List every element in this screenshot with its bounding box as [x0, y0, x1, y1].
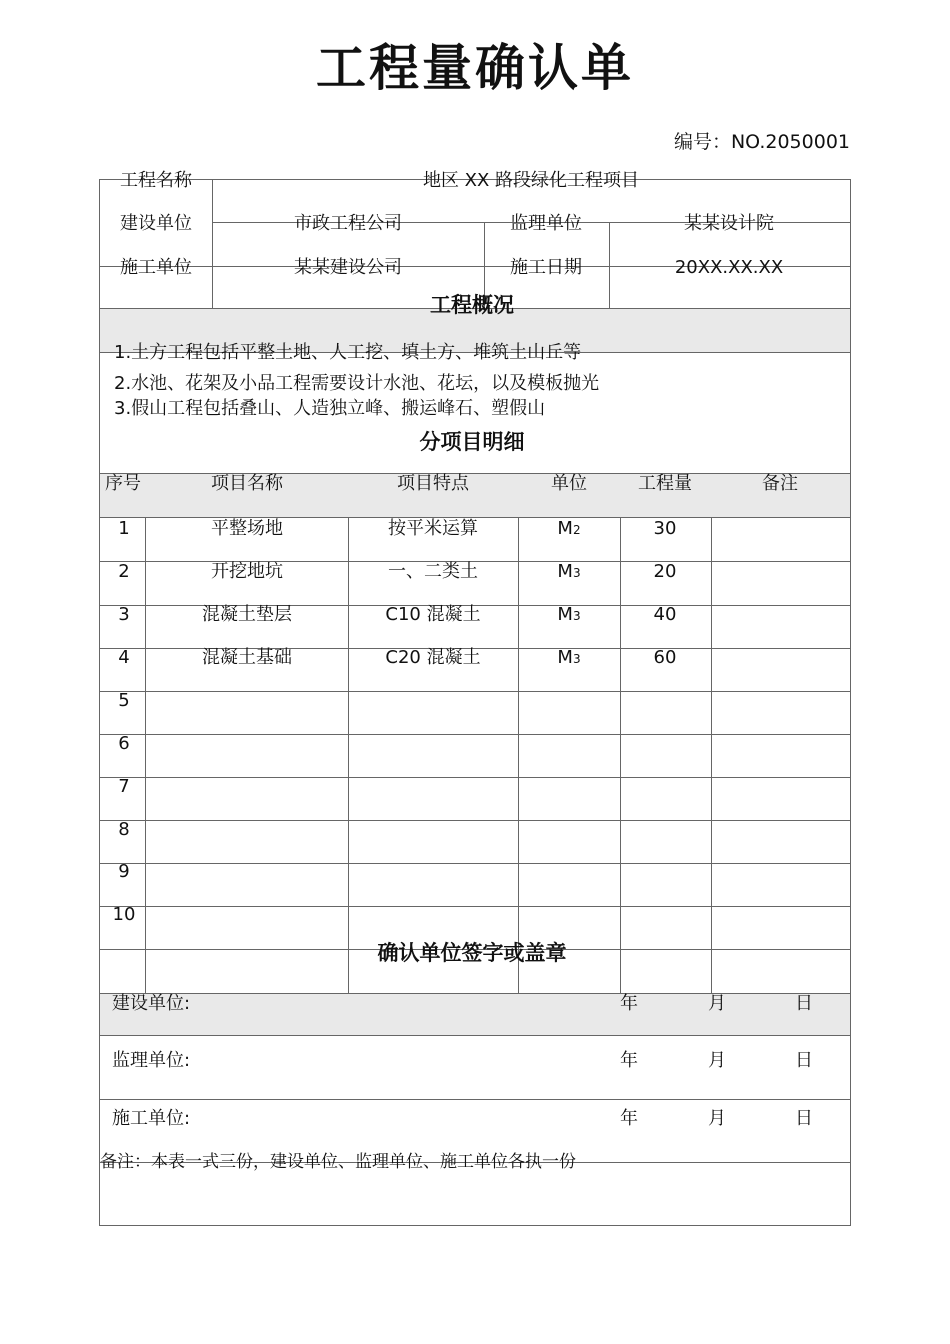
- rule: [711, 517, 712, 993]
- item-name: 混凝土基础: [202, 647, 292, 668]
- item-quantity: 20: [653, 561, 677, 582]
- item-unit: [557, 604, 580, 627]
- overview-heading: 工程概况: [430, 293, 514, 317]
- item-quantity: 60: [653, 647, 677, 668]
- month-label: 月: [708, 1050, 726, 1071]
- row-number: 10: [112, 904, 136, 925]
- rule: [348, 517, 349, 993]
- rule: [609, 222, 610, 308]
- item-quantity: 30: [653, 518, 677, 539]
- supervisor-label: 监理单位: [510, 213, 582, 234]
- items-heading: 分项目明细: [419, 430, 525, 454]
- item-feature: C10 混凝土: [385, 604, 481, 625]
- row-number: 3: [118, 604, 130, 625]
- project-name-value: 地区 XX 路段绿化工程项目: [422, 170, 640, 191]
- page-title: 工程量确认单: [316, 39, 634, 97]
- item-name: 混凝土垫层: [202, 604, 292, 625]
- column-header-unit: 单位: [551, 473, 587, 494]
- unit-superscript: 3: [572, 652, 581, 666]
- date-value: 20XX.XX.XX: [674, 257, 784, 278]
- rule: [99, 993, 851, 994]
- confirm-heading: 确认单位签字或盖章: [377, 941, 567, 965]
- item-feature: 按平米运算: [388, 518, 478, 539]
- year-label: 年: [620, 1108, 638, 1129]
- contractor-label: 施工单位: [120, 257, 192, 278]
- month-label: 月: [708, 993, 726, 1014]
- row-number: 7: [118, 776, 130, 797]
- rule: [620, 517, 621, 993]
- rule: [99, 1099, 851, 1100]
- rule: [99, 863, 851, 864]
- rule: [99, 1035, 851, 1036]
- overview-line: 1.土方工程包括平整土地、人工挖、填土方、堆筑土山丘等: [114, 342, 582, 363]
- row-number: 4: [118, 647, 130, 668]
- footnote: 备注：本表一式三份，建设单位、监理单位、施工单位各执一份: [100, 1152, 576, 1172]
- item-unit: [557, 561, 580, 584]
- overview-line: 2.水池、花架及小品工程需要设计水池、花坛，以及模板抛光: [114, 373, 600, 394]
- unit-superscript: 3: [572, 609, 581, 623]
- row-number: 8: [118, 819, 130, 840]
- project-name-label: 工程名称: [120, 170, 192, 191]
- supervisor-sign-label: 监理单位:: [112, 1050, 191, 1071]
- item-feature: 一、二类土: [388, 561, 478, 582]
- rule: [99, 906, 851, 907]
- item-unit: [557, 518, 580, 541]
- unit-superscript: 2: [572, 523, 581, 537]
- item-feature: C20 混凝土: [385, 647, 481, 668]
- year-label: 年: [620, 993, 638, 1014]
- unit-base: M: [557, 518, 573, 539]
- row-number: 5: [118, 690, 130, 711]
- row-number: 6: [118, 733, 130, 754]
- column-header-qty: 工程量: [638, 473, 692, 494]
- date-label: 施工日期: [510, 257, 582, 278]
- row-number: 1: [118, 518, 130, 539]
- owner-value: 市政工程公司: [294, 213, 402, 234]
- column-header-feature: 项目特点: [397, 473, 469, 494]
- owner-label: 建设单位: [120, 213, 192, 234]
- rule: [99, 777, 851, 778]
- document-number: 编号：NO.2050001: [673, 131, 850, 153]
- day-label: 日: [795, 1108, 813, 1129]
- unit-base: M: [557, 604, 573, 625]
- unit-base: M: [557, 561, 573, 582]
- day-label: 日: [795, 1050, 813, 1071]
- overview-line: 3.假山工程包括叠山、人造独立峰、搬运峰石、塑假山: [114, 398, 546, 419]
- unit-base: M: [557, 647, 573, 668]
- item-name: 开挖地坑: [211, 561, 283, 582]
- rule: [145, 517, 146, 993]
- item-name: 平整场地: [211, 518, 283, 539]
- row-number: 2: [118, 561, 130, 582]
- column-header-no: 序号: [105, 473, 141, 494]
- column-header-note: 备注: [762, 473, 798, 494]
- day-label: 日: [795, 993, 813, 1014]
- contractor-sign-label: 施工单位:: [112, 1108, 191, 1129]
- contractor-value: 某某建设公司: [294, 257, 402, 278]
- year-label: 年: [620, 1050, 638, 1071]
- item-unit: [557, 647, 580, 670]
- form-table-frame: [99, 179, 851, 1226]
- unit-superscript: 3: [572, 566, 581, 580]
- rule: [99, 734, 851, 735]
- month-label: 月: [708, 1108, 726, 1129]
- owner-sign-label: 建设单位:: [112, 993, 191, 1014]
- rule: [99, 820, 851, 821]
- item-quantity: 40: [653, 604, 677, 625]
- rule: [99, 691, 851, 692]
- rule: [518, 517, 519, 993]
- row-number: 9: [118, 861, 130, 882]
- supervisor-value: 某某设计院: [684, 213, 774, 234]
- rule: [212, 180, 213, 308]
- column-header-name: 项目名称: [211, 473, 283, 494]
